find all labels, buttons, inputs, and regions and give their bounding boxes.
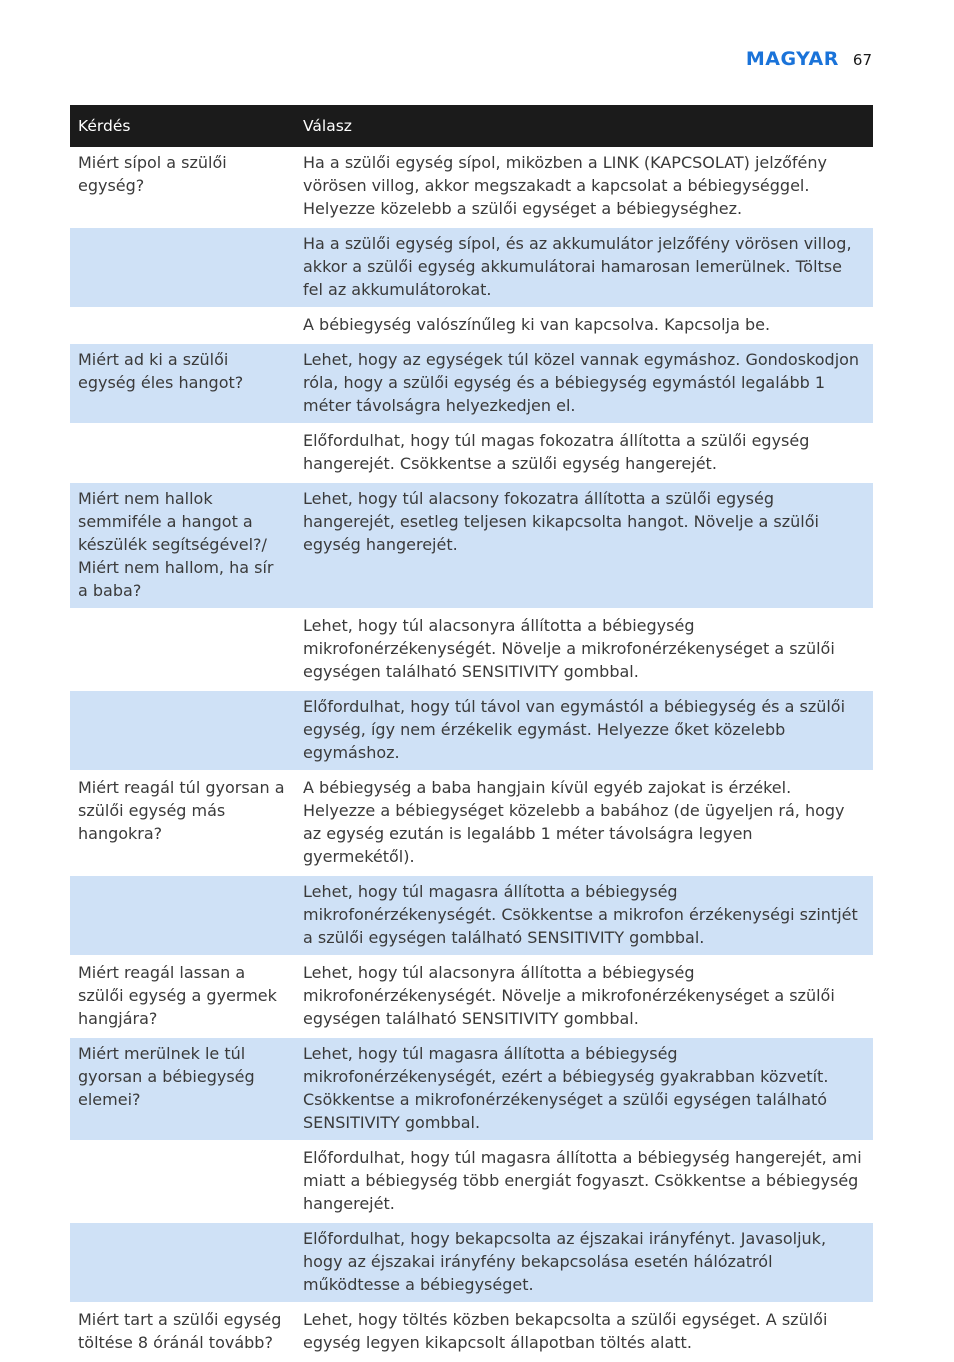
table-row — [70, 875, 873, 956]
question-cell — [70, 690, 295, 771]
answer-cell: Lehet, hogy az egységek túl közel vannak egymáshoz. Gondoskodjon róla, hogy a szülői egység és a bébiegység egymástól legalább 1 méter távolságra helyezkedjen el. — [295, 343, 873, 424]
question-cell: Miért ad ki a szülői egység éles hangot? — [70, 343, 295, 424]
question-cell: Miért reagál túl gyorsan a szülői egység más hangokra? — [70, 771, 295, 875]
page-number: 67 — [852, 51, 872, 69]
question-cell — [70, 424, 295, 482]
column-header-question: Kérdés — [70, 105, 295, 147]
table-row — [70, 1141, 873, 1222]
answer-cell: Lehet, hogy túl alacsonyra állította a bébiegység mikrofonérzékenységét. Növelje a mikrofonérzékenységet a szülői egységen található SENSITIVITY gombbal. — [295, 956, 873, 1037]
table-row — [70, 424, 873, 482]
table-row — [70, 1037, 873, 1141]
question-cell: Miért reagál lassan a szülői egység a gyermek hangjára? — [70, 956, 295, 1037]
table-row — [70, 1222, 873, 1303]
question-cell: Miért nem hallok semmiféle a hangot a készülék segítségével?/ Miért nem hallom, ha sír a baba? — [70, 482, 295, 609]
question-cell — [70, 1141, 295, 1222]
question-cell — [70, 1222, 295, 1303]
table-row — [70, 771, 873, 875]
table-body — [70, 147, 873, 1361]
column-header-answer: Válasz — [295, 105, 873, 147]
answer-cell: Előfordulhat, hogy túl magasra állította a bébiegység hangerejét, ami miatt a bébiegység több energiát fogyaszt. Csökkentse a bébiegység hangerejét. — [295, 1141, 873, 1222]
answer-cell: A bébiegység valószínűleg ki van kapcsolva. Kapcsolja be. — [295, 308, 873, 343]
question-cell — [70, 308, 295, 343]
table-row — [70, 343, 873, 424]
answer-cell: Lehet, hogy túl magasra állította a bébiegység mikrofonérzékenységét. Csökkentse a mikrofon érzékenységi szintjét a szülői egységen található SENSITIVITY gombbal. — [295, 875, 873, 956]
answer-cell: Lehet, hogy túl magasra állította a bébiegység mikrofonérzékenységét, ezért a bébiegység gyakrabban közvetít. Csökkentse a mikrofonérzékenységet a szülői egységen található SENSITIVITY gombbal. — [295, 1037, 873, 1141]
table-row — [70, 147, 873, 227]
answer-cell: Lehet, hogy töltés közben bekapcsolta a szülői egységet. A szülői egység legyen kikapcsolt állapotban töltés alatt. — [295, 1303, 873, 1361]
language-label: MAGYAR — [745, 48, 839, 70]
answer-cell: Ha a szülői egység sípol, és az akkumulátor jelzőfény vörösen villog, akkor a szülői egység akkumulátorai hamarosan lemerülnek. Töltse fel az akkumulátorokat. — [295, 227, 873, 308]
question-cell: Miért tart a szülői egység töltése 8 óránál tovább? — [70, 1303, 295, 1361]
answer-cell: Előfordulhat, hogy túl magas fokozatra állította a szülői egység hangerejét. Csökkentse a szülői egység hangerejét. — [295, 424, 873, 482]
table-row — [70, 1303, 873, 1361]
table-row — [70, 956, 873, 1037]
question-cell — [70, 609, 295, 690]
table-row — [70, 308, 873, 343]
table-row — [70, 482, 873, 609]
table-row — [70, 609, 873, 690]
question-cell: Miért sípol a szülői egység? — [70, 147, 295, 227]
table-row — [70, 227, 873, 308]
question-cell — [70, 227, 295, 308]
answer-cell: Ha a szülői egység sípol, miközben a LINK (KAPCSOLAT) jelzőfény vörösen villog, akkor megszakadt a kapcsolat a bébiegységgel. Helyezze közelebb a szülői egységet a bébiegységhez. — [295, 147, 873, 227]
answer-cell: Előfordulhat, hogy túl távol van egymástól a bébiegység és a szülői egység, így nem érzékelik egymást. Helyezze őket közelebb egymáshoz. — [295, 690, 873, 771]
answer-cell: Lehet, hogy túl alacsony fokozatra állította a szülői egység hangerejét, esetleg teljesen kikapcsolta hangot. Növelje a szülői egység hangerejét. — [295, 482, 873, 609]
answer-cell: Előfordulhat, hogy bekapcsolta az éjszakai irányfényt. Javasoljuk, hogy az éjszakai irányfény bekapcsolása esetén hálózatról működtesse a bébiegységet. — [295, 1222, 873, 1303]
page-header — [746, 48, 872, 70]
table-row — [70, 690, 873, 771]
table-header-row — [70, 105, 873, 147]
answer-cell: A bébiegység a baba hangjain kívül egyéb zajokat is érzékel. Helyezze a bébiegységet közelebb a babához (de ügyeljen rá, hogy az egység ezután is legalább 1 méter távolságra legyen gyermekétől). — [295, 771, 873, 875]
troubleshooting-table — [70, 105, 873, 1362]
answer-cell: Lehet, hogy túl alacsonyra állította a bébiegység mikrofonérzékenységét. Növelje a mikrofonérzékenységet a szülői egységen található SENSITIVITY gombbal. — [295, 609, 873, 690]
question-cell: Miért merülnek le túl gyorsan a bébiegység elemei? — [70, 1037, 295, 1141]
question-cell — [70, 875, 295, 956]
